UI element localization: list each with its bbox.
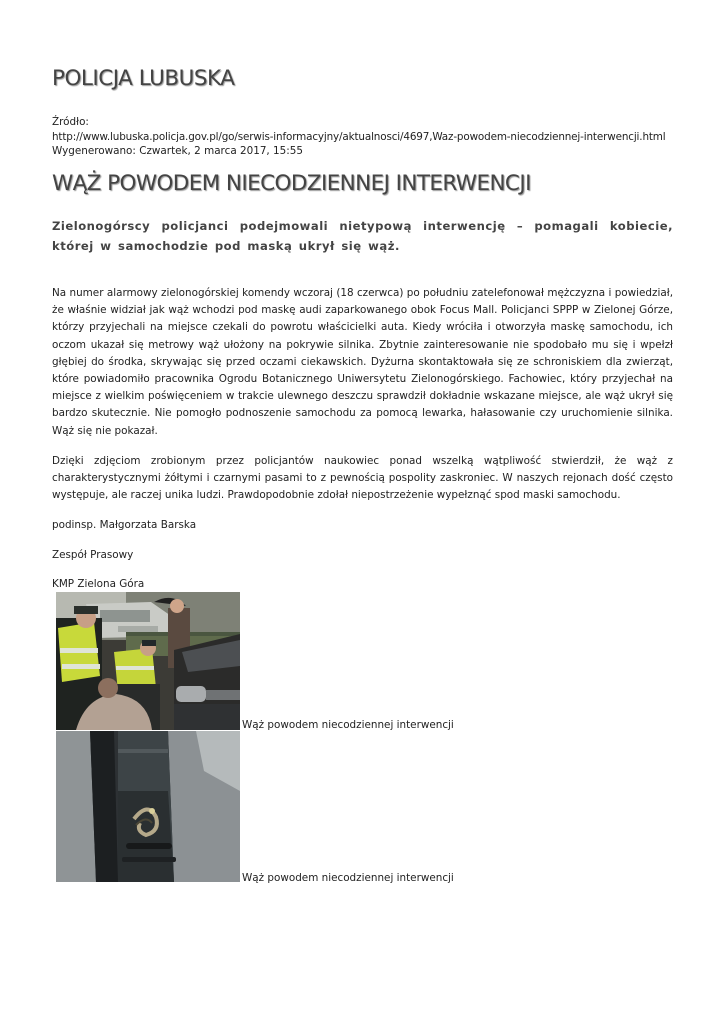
signature-unit: KMP Zielona Góra: [52, 577, 145, 590]
article-paragraph: Na numer alarmowy zielonogórskiej komendy wczoraj (18 czerwca) po południu zatelefonował mężczyzna i powiedział, że właśnie widział jak wąż wchodzi pod maskę audi zaparkowanego obok Focus Mall. Policjanci SPPP w Zielonej Górze, którzy przyjechali na miejsce czekali do powrotu właścicielki auta. Kiedy wróciła i otworzyła maskę samochodu, ich oczom ukazał się metrowy wąż ułożony na pokrywie silnika. Zbytnie zainteresowanie nie spodobało mu się i wpełzł głębiej do środka, skrywając się przed oczami ciekawskich. Dyżurna skontaktowała się ze schroniskiem dla zwierząt, które powiadomiło pracownika Ogrodu Botanicznego Uniwersytetu Zielonogórskiego. Fachowiec, który przyjechał na miejsce z wielkim poświęceniem w trakcie ulewnego deszczu sprawdził dokładnie wskazane miejsce, ale wąż ukrył się bardzo skutecznie. Nie pomogło podnoszenie samochodu za pomocą lewarka, hałasowanie czy uruchomienie silnika. Wąż się nie pokazał.: [52, 287, 673, 437]
signature-team: Zespół Prasowy: [52, 548, 134, 561]
generated-date: Wygenerowano: Czwartek, 2 marca 2017, 15:55: [52, 145, 303, 157]
article-body: [52, 285, 673, 605]
article-title: WĄŻ POWODEM NIECODZIENNEJ INTERWENCJI: [52, 171, 531, 196]
site-title: POLICJA LUBUSKA: [52, 66, 235, 91]
source-meta: [52, 115, 666, 159]
article-paragraph: Dzięki zdjęciom zrobionym przez policjantów naukowiec ponad wszelką wątpliwość stwierdził, że wąż z charakterystycznymi żółtymi i czarnymi pasami to z pewnością pospolity zaskroniec. W naszych rejonach dość często występuje, ale raczej unika ludzi. Prawdopodobnie zdołał niepostrzeżenie wypełznąć spod maski samochodu.: [52, 454, 673, 502]
article-image-row: [56, 592, 496, 732]
snake-photo-icon[interactable]: [56, 731, 240, 882]
article-lead: Zielonogórscy policjanci podejmowali nietypową interwencję – pomagali kobiecie, której w samochodzie pod maską ukrył się wąż.: [52, 219, 673, 253]
image-caption: Wąż powodem niecodziennej interwencji: [242, 719, 454, 731]
image-caption: Wąż powodem niecodziennej interwencji: [242, 872, 454, 884]
article-image-row: [56, 731, 496, 883]
source-url[interactable]: http://www.lubuska.policja.gov.pl/go/serwis-informacyjny/aktualnosci/4697,Waz-powodem-niecodziennej-interwencji.html: [52, 130, 666, 143]
source-label: Źródło:: [52, 116, 89, 128]
signature-author: podinsp. Małgorzata Barska: [52, 519, 197, 532]
police-photo-icon[interactable]: [56, 592, 240, 730]
